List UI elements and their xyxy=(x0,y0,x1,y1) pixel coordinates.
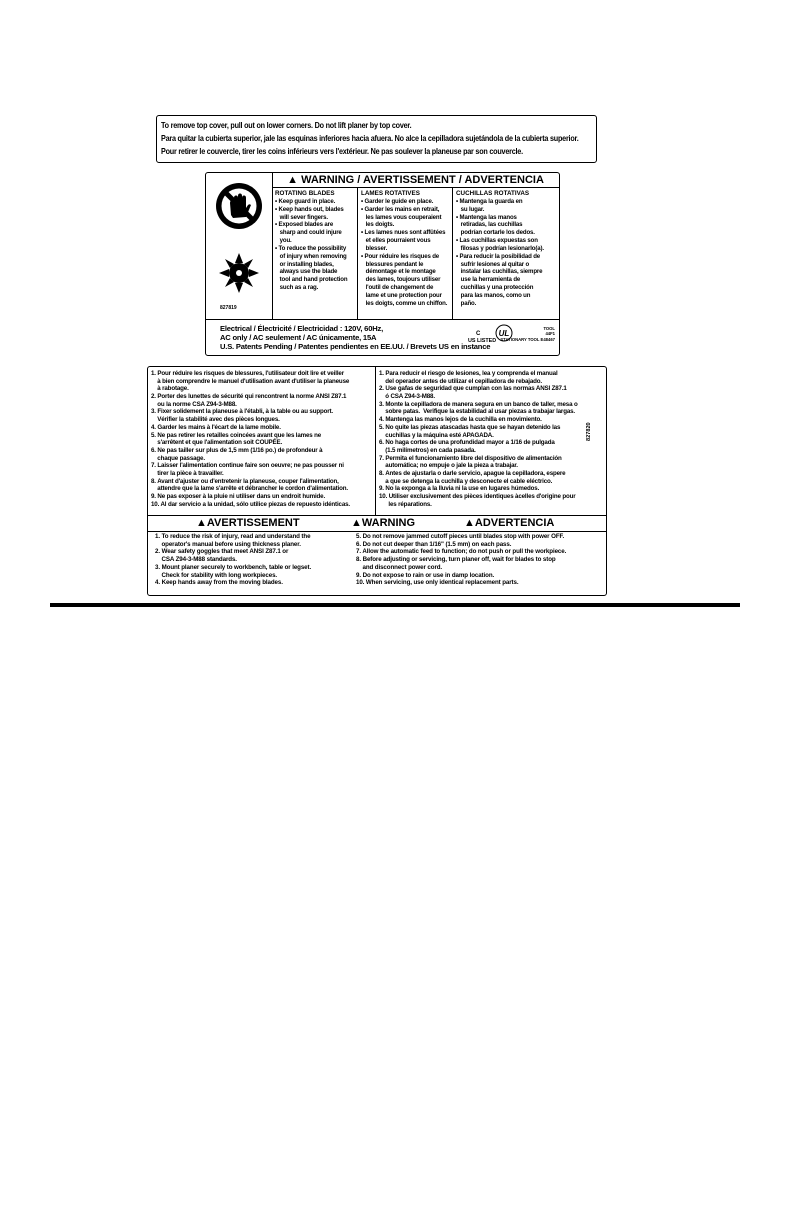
instructions-english-2 xyxy=(353,531,603,589)
column-text: • Mantenga la guarda en su lugar. • Mantenga las manos retiradas, las cuchillas podrían cortarle los dedos. • Las cuchillas expuestas son filosas y podrían lesionarlo(a). • Para reducir la posibilidad de sufrir lesiones al quitar o instalar las cuchillas, siempre use la herramienta de cuchillas y una protección para las manos, como un paño. xyxy=(456,197,544,307)
patents-notice: U.S. Patents Pending / Patentes pendientes en EE.UU. / Brevets US en instance xyxy=(220,342,491,351)
instructions-english-2-text: 5. Do not remove jammed cutoff pieces until blades stop with power OFF. 6. Do not cut deeper than 1/16" (1.5 mm) on each pass. 7. Allow the automatic feed to function; do not push or pull the workpiece. 8. Before adjusting or servicing, turn planer off, wait for blades to stop and disconnect power cord. 9. Do not expose to rain or use in damp location. 10. When servicing, use only identical replacement parts. xyxy=(356,533,567,587)
instructions-french-text: 1. Pour réduire les risques de blessures, l'utilisateur doit lire et veiller à bien comprendre le manuel d'utilisation avant d'utiliser la planeuse à rabotage. 2. Porter des lunettes de sécurité qui rencontrent la norme ANSI Z87.1 ou la norme CSA Z94-3-M88. 3. Fixer solidement la planeuse à l'établi, à la table ou au support. Vérifier la stabilité avec des pièces longues. 4. Garder les mains à l'écart de la lame mobile. 5. Ne pas retirer les retailles coincées avant que les lames ne s'arrêtent et que l'alimentation soit COUPÉE. 6. Ne pas tailler sur plus de 1,5 mm (1/16 po.) de profondeur à chaque passage. 7. Laisser l'alimentation continue faire son oeuvre; ne pas pousser ni tirer la pièce à travailler. 8. Avant d'ajuster ou d'entretenir la planeuse, couper l'alimentation, attendre que la lame s'arrête et débrancher le cordon d'alimentation. 9. Ne pas exposer à la pluie ni utiliser dans un endroit humide. 10. Al dar servicio a la unidad, sólo utilice piezas de repuesto idénticas. xyxy=(151,370,350,508)
ul-c-mark: C xyxy=(476,331,481,337)
rotating-blade-icon xyxy=(217,251,261,295)
safety-instructions-label xyxy=(147,366,607,596)
warning-icon-column xyxy=(206,173,273,320)
column-heading: LAMES ROTATIVES xyxy=(361,190,420,197)
ul-listed-text: US LISTED xyxy=(468,338,497,344)
instructions-spanish-text: 1. Para reducir el riesgo de lesiones, lea y comprenda el manual del operador antes de utilizar el cepilladora de rebajado. 2. Use gafas de seguridad que cumplan con las normas ANSI Z87.1 ó CSA Z94-3-M88. 3. Monte la cepilladora de manera segura en un banco de taller, mesa o sobre patas. Verifique la estabilidad al usar piezas a trabajar largas. 4. Mantenga las manos lejos de la cuchilla en movimiento. 5. No quite las piezas atascadas hasta que se hayan detenido las cuchillas y la máquina esté APAGADA. 6. No haga cortes de una profundidad mayor a 1/16 de pulgada (1.5 milímetros) en cada pasada. 7. Permita el funcionamiento libre del dispositivo de alimentación automática; no empuje o jale la pieza a trabajar. 8. Antes de ajustarla o darle servicio, apague la cepilladora, espere a que se detenga la cuchilla y desconecte el cable eléctrico. 9. No la exponga a la lluvia ni la use en lugares húmedos. 10. Utiliser exclusivement des pièces identiques àcelles d'origine pour les réparations. xyxy=(379,370,578,508)
warning-part-number: 827819 xyxy=(220,305,237,311)
column-text: • Keep guard in place. • Keep hands out, blades will sever fingers. • Exposed blades are sharp and could injure you. • To reduce the possibility of injury when removing or installing blades, always use the blade tool and hand protection such as a rag. xyxy=(275,197,348,292)
instructions-spanish xyxy=(376,367,578,515)
banner-warning: ▲ WARNING xyxy=(351,517,416,529)
warning-column-en xyxy=(272,188,358,319)
no-hands-icon xyxy=(214,181,264,231)
top-cover-label xyxy=(156,115,597,163)
horizontal-rule xyxy=(50,603,740,607)
instructions-french xyxy=(148,367,376,515)
cover-instruction-es: Para quitar la cubierta superior, jale las esquinas inferiores hacia afuera. No alce la cepilladora sujetándola de la cubierta superior. xyxy=(161,132,579,143)
warning-banner xyxy=(272,173,559,188)
electrical-line-2: AC only / AC seulement / AC únicamente, 15A xyxy=(220,333,377,343)
tool-certification: TOOL 44F1 STATIONARY TOOL E48467 xyxy=(500,326,555,342)
banner-avertissement: ▲ AVERTISSEMENT xyxy=(196,517,300,529)
cover-instruction-en: To remove top cover, pull out on lower corners. Do not lift planer by top cover. xyxy=(161,120,412,130)
column-heading: CUCHILLAS ROTATIVAS xyxy=(456,190,530,197)
electrical-line-1: Electrical / Électricité / Electricidad : 120V, 60Hz, xyxy=(220,324,384,333)
banner-warning-text: WARNING xyxy=(361,517,416,529)
warning-triangle-icon: ▲ xyxy=(287,174,298,186)
warning-banner-text: WARNING / AVERTISSEMENT / ADVERTENCIA xyxy=(301,174,544,186)
electrical-info xyxy=(206,319,559,355)
instructions-english-1-text: 1. To reduce the risk of injury, read and understand the operator's manual before using thickness planer. 2. Wear safety goggles that meet ANSI Z87.1 or CSA Z94-3-M88 standards. 3. Mount planer securely to workbench, table or legset. Check for stability with long workpieces. 4. Keep hands away from the moving blades. xyxy=(155,533,312,587)
blade-warning-label xyxy=(205,172,560,356)
instructions-part-number: 827820 xyxy=(586,422,592,441)
electrical-rating xyxy=(220,324,383,343)
warning-column-es xyxy=(453,188,559,319)
instructions-banner xyxy=(148,515,606,532)
banner-avertissement-text: AVERTISSEMENT xyxy=(206,517,300,529)
cover-instruction-fr: Pour retirer le couvercle, tirer les coins inférieurs vers l'extérieur. Ne pas soulever la planeuse par son couvercle. xyxy=(161,145,523,156)
banner-advertencia: ▲ ADVERTENCIA xyxy=(464,517,555,529)
column-heading: ROTATING BLADES xyxy=(275,190,335,197)
instructions-english-1 xyxy=(152,531,352,589)
banner-advertencia-text: ADVERTENCIA xyxy=(474,517,555,529)
column-text: • Garder le guide en place. • Garder les mains en retrait, les lames vous couperaient les doigts. • Les lames nues sont affûtées et elles pourraient vous blesser. • Pour réduire les risques de blessures pendant le démontage et le montage des lames, toujours utiliser l'outil de changement de lame et une protection pour les doigts, comme un chiffon. xyxy=(361,197,448,307)
warning-column-fr xyxy=(358,188,453,319)
ul-mark-text: UL xyxy=(498,329,510,338)
